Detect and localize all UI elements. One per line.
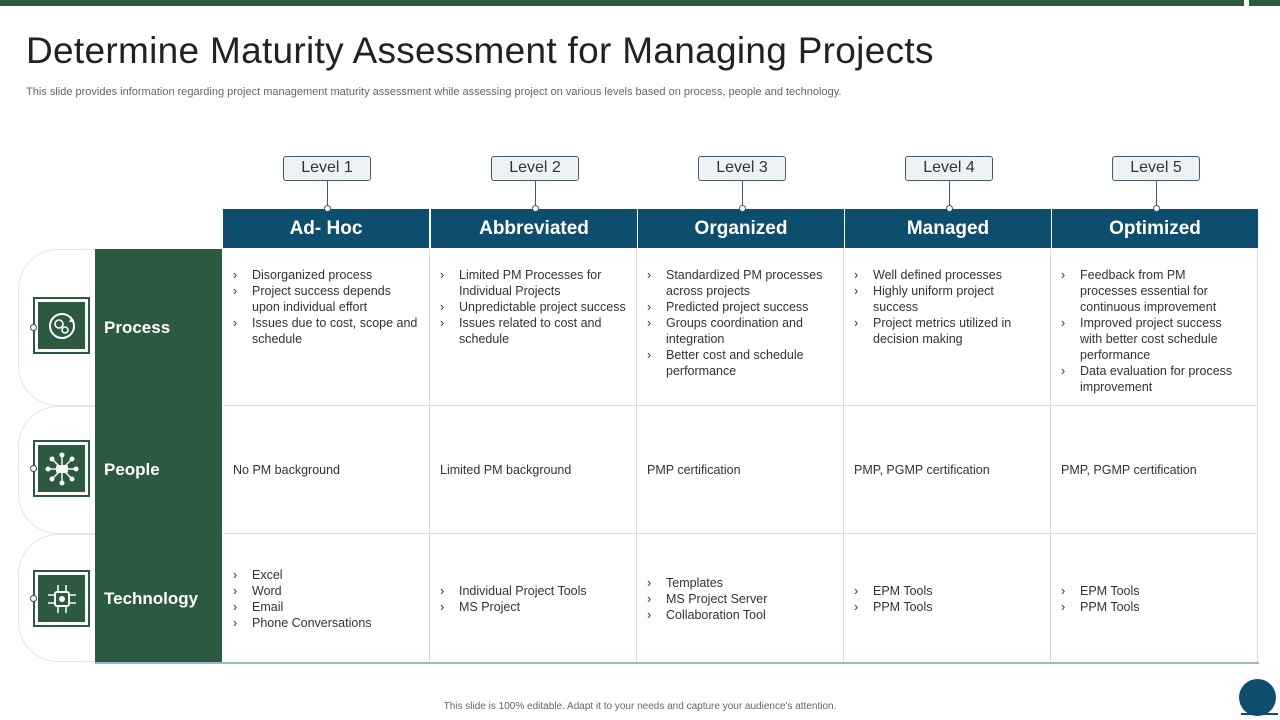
cell-process-abbreviated — [430, 249, 637, 406]
list-item: › Groups coordination and integration — [647, 315, 837, 347]
list-item: › Limited PM Processes for Individual Projects — [440, 267, 628, 299]
list-item: › PPM Tools — [1061, 599, 1249, 615]
list-item: › Excel — [233, 567, 421, 583]
page-title: Determine Maturity Assessment for Managing Projects — [26, 30, 934, 71]
list-item: › Issues related to cost and schedule — [440, 315, 628, 347]
list-item: › Word — [233, 583, 421, 599]
level-dot — [739, 205, 746, 212]
list-item: › Disorganized process — [233, 267, 421, 283]
row-label-process: Process — [95, 249, 222, 406]
list-item: › Templates — [647, 575, 835, 591]
row-label-people: People — [95, 406, 222, 534]
footer-note: This slide is 100% editable. Adapt it to your needs and capture your audience's attention. — [443, 701, 837, 712]
cell-people-ad-hoc: No PM background — [223, 406, 430, 534]
level-badge-1: Level 1 — [283, 156, 371, 181]
top-accent-bar-end — [1249, 0, 1280, 6]
list-item: › Better cost and schedule performance — [647, 347, 837, 379]
top-accent-bar — [0, 0, 1244, 6]
cell-people-optimized: PMP, PGMP certification — [1051, 406, 1258, 534]
list-item: › Collaboration Tool — [647, 607, 835, 623]
column-header-abbreviated: Abbreviated — [431, 209, 637, 248]
cell-people-organized: PMP certification — [637, 406, 844, 534]
list-item: › EPM Tools — [854, 583, 1042, 599]
column-header-organized: Organized — [638, 209, 844, 248]
list-item: › MS Project Server — [647, 591, 835, 607]
level-connector — [327, 181, 328, 206]
level-connector — [949, 181, 950, 206]
cell-technology-optimized — [1051, 534, 1258, 662]
cell-technology-organized — [637, 534, 844, 662]
list-item: › Individual Project Tools — [440, 583, 628, 599]
people-icon-box — [33, 440, 90, 497]
cell-process-optimized — [1051, 249, 1258, 406]
corner-decoration-line — [1241, 713, 1278, 715]
column-header-optimized: Optimized — [1052, 209, 1258, 248]
list-item: › EPM Tools — [1061, 583, 1249, 599]
team-network-icon — [44, 451, 80, 487]
list-item: › Project success depends upon individual effort — [233, 283, 421, 315]
list-item: › Project metrics utilized in decision making — [854, 315, 1042, 347]
cell-technology-abbreviated — [430, 534, 637, 662]
list-item: › Data evaluation for process improvement — [1061, 363, 1245, 395]
cell-process-ad-hoc — [223, 249, 430, 406]
list-item: › Highly uniform project success — [854, 283, 1042, 315]
list-item: › Unpredictable project success — [440, 299, 628, 315]
list-item: › Feedback from PM processes essential for continuous improvement — [1061, 267, 1245, 315]
cell-technology-ad-hoc — [223, 534, 430, 662]
level-badge-3: Level 3 — [698, 156, 786, 181]
technology-icon-box — [33, 570, 90, 627]
column-header-ad-hoc: Ad- Hoc — [223, 209, 429, 248]
page-subtitle: This slide provides information regarding project management maturity assessment while assessing project on various levels based on process, people and technology. — [26, 86, 842, 98]
list-item: › MS Project — [440, 599, 628, 615]
technology-chip-icon — [44, 581, 80, 617]
list-item: › Phone Conversations — [233, 615, 421, 631]
row-arc-dot — [30, 595, 37, 602]
corner-decoration-circle — [1239, 679, 1276, 716]
table-bottom-rule — [95, 662, 1259, 664]
list-item: › Issues due to cost, scope and schedule — [233, 315, 421, 347]
cell-process-managed — [844, 249, 1051, 406]
level-dot — [532, 205, 539, 212]
row-arc-dot — [30, 324, 37, 331]
level-badge-2: Level 2 — [491, 156, 579, 181]
process-icon-box — [33, 297, 90, 354]
list-item: › PPM Tools — [854, 599, 1042, 615]
level-connector — [535, 181, 536, 206]
level-badge-4: Level 4 — [905, 156, 993, 181]
cell-process-organized — [637, 249, 844, 406]
process-cycle-icon — [45, 309, 79, 343]
list-item: › Predicted project success — [647, 299, 837, 315]
level-connector — [742, 181, 743, 206]
column-header-managed: Managed — [845, 209, 1051, 248]
cell-people-abbreviated: Limited PM background — [430, 406, 637, 534]
list-item: › Email — [233, 599, 421, 615]
level-dot — [1153, 205, 1160, 212]
level-dot — [946, 205, 953, 212]
row-label-technology: Technology — [95, 534, 222, 663]
cell-people-managed: PMP, PGMP certification — [844, 406, 1051, 534]
list-item: › Standardized PM processes across projects — [647, 267, 837, 299]
level-dot — [324, 205, 331, 212]
row-arc-dot — [30, 465, 37, 472]
list-item: › Improved project success with better cost schedule performance — [1061, 315, 1245, 363]
cell-technology-managed — [844, 534, 1051, 662]
level-badge-5: Level 5 — [1112, 156, 1200, 181]
level-connector — [1156, 181, 1157, 206]
list-item: › Well defined processes — [854, 267, 1042, 283]
